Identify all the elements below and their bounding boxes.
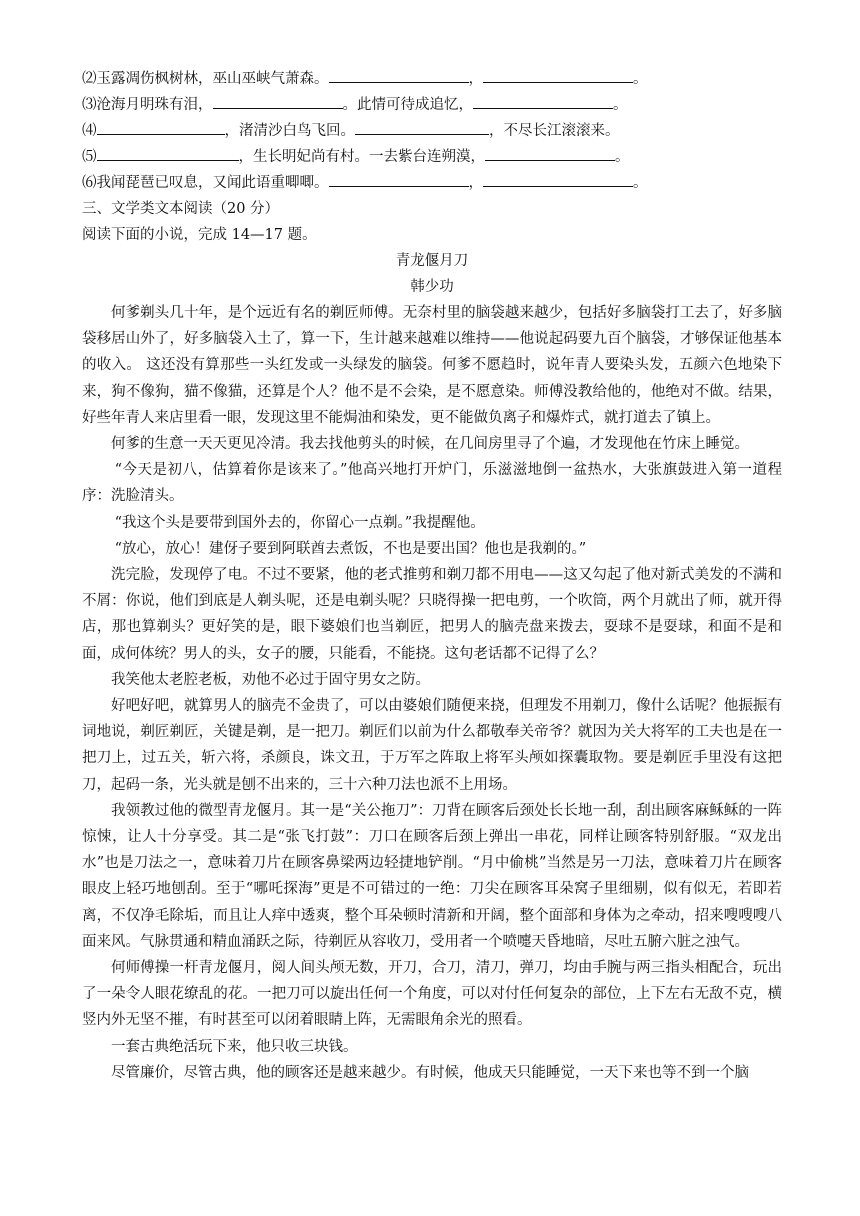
- story-paragraph: 尽管廉价，尽管古典，他的顾客还是越来越少。有时候，他成天只能睡觉，一天下来也等不到一个脑: [111, 1064, 749, 1081]
- verse-text: 玉露凋伤枫树林，巫山巫峡气萧森。: [96, 71, 329, 87]
- verse-text: 。此情可待成追忆，: [342, 97, 473, 113]
- answer-blank[interactable]: [485, 144, 615, 161]
- fill-blank-item-4: [82, 118, 782, 144]
- item-number: ⑶: [82, 97, 97, 113]
- story-paragraph: 何爹的生意一天天更见冷清。我去找他剪头的时候，在几间房里寻了个遍，才发现他在竹床上睡觉。: [111, 436, 749, 453]
- story-title: 青龙偃月刀: [395, 253, 469, 269]
- story-paragraph: 何师傅操一杆青龙偃月，阅人间头颅无数，开刀，合刀，清刀，弹刀，均由手腕与两三指头相配合，玩出了一朵令人眼花缭乱的花。一把刀可以旋出任何一个角度，可以对付任何复杂的部位，上下左右无敌不克，横竖内外无坚不摧，有时甚至可以闭着眼睛上阵，无需眼角余光的照看。: [82, 960, 782, 1029]
- section-heading: 三、文学类文本阅读（20 分）: [82, 201, 280, 217]
- answer-blank[interactable]: [483, 66, 633, 83]
- answer-blank[interactable]: [213, 92, 343, 109]
- section-instruction: 阅读下面的小说，完成 14—17 题。: [82, 227, 317, 243]
- answer-blank[interactable]: [473, 92, 613, 109]
- story-paragraph: 洗完脸，发现停了电。不过不要紧，他的老式推剪和剃刀都不用电——这又勾起了他对新式美发的不满和不屑：你说，他们到底是人剃头呢，还是电剃头呢？只晓得操一把电剪，一个吹筒，两个月就出了师，就开得店，那也算剃头？更好笑的是，眼下婆娘们也当剃匠，把男人的脑壳盘来拨去，耍球不是耍球，和面不是和面，成何体统？男人的头，女子的腰，只能看，不能挠。这句老话都不记得了么？: [82, 567, 782, 662]
- answer-blank[interactable]: [329, 170, 469, 187]
- fill-blank-item-2: [82, 66, 782, 92]
- story-paragraph: “我这个头是要带到国外去的，你留心一点剃。”我提醒他。: [114, 514, 485, 531]
- answer-blank[interactable]: [97, 118, 225, 135]
- answer-blank[interactable]: [329, 66, 469, 83]
- fill-blank-item-5: [82, 144, 782, 170]
- story-paragraph: “今天是初八，估算着你是该来了。”他高兴地打开炉门，乐滋滋地倒一盆热水，大张旗鼓进入第一道程序：洗脸清头。: [82, 462, 782, 505]
- verse-text: 。: [615, 149, 630, 165]
- answer-blank[interactable]: [483, 170, 633, 187]
- item-number: ⑵: [82, 71, 97, 87]
- story-paragraph: 何爹剃头几十年，是个远近有名的剃匠师傅。无奈村里的脑袋越来越少，包括好多脑袋打工去了，好多脑袋移居山外了，好多脑袋入土了，算一下，生计越来越难以维持——他说起码要九百个脑袋，才够保证他基本的收入。 这还没有算那些一头红发或一头绿发的脑袋。何爹不愿趋时，说年青人要染头发，五颜六色地染下来，狗不像狗，猫不像猫，还算是个人？他不是不会染，是不愿意染。师傅没教给他的，他绝对不做。结果，好些年青人来店里看一眼，发现这里不能焗油和染发，更不能做负离子和爆炸式，就打道去了镇上。: [82, 305, 782, 426]
- document-page: [0, 66, 860, 1086]
- verse-text: 沧海月明珠有泪，: [96, 97, 213, 113]
- story-author: 韩少功: [410, 279, 454, 295]
- story-paragraph: 我领教过他的微型青龙偃月。其一是“关公拖刀”：刀背在顾客后颈处长长地一刮，刮出顾客麻稣稣的一阵惊悚，让人十分享受。其二是“张飞打鼓”：刀口在顾客后颈上弹出一串花，同样让顾客特别舒服。“双龙出水”也是刀法之一，意味着刀片在顾客鼻梁两边轻捷地铲削。“月中偷桃”当然是另一刀法，意味着刀片在顾客眼皮上轻巧地刨刮。至于“哪吒探海”更是不可错过的一绝：刀尖在顾客耳朵窝子里细剔，似有似无，若即若离，不仅净毛除垢，而且让人痒中透爽，整个耳朵顿时清新和开阔，整个面部和身体为之牵动，招来嗖嗖嗖八面来风。气脉贯通和精血涌跃之际，待剃匠从容收刀，受用者一个喷嚏天昏地暗，尽吐五腑六脏之浊气。: [82, 802, 782, 950]
- story-paragraph: 一套古典绝活玩下来，他只收三块钱。: [111, 1038, 358, 1055]
- item-number: ⑸: [82, 149, 97, 165]
- item-number: ⑷: [82, 123, 97, 139]
- verse-text: 。: [613, 97, 628, 113]
- verse-text: 我闻琵琶已叹息，又闻此语重唧唧。: [96, 175, 329, 191]
- item-number: ⑹: [82, 175, 97, 191]
- answer-blank[interactable]: [97, 144, 239, 161]
- verse-text: ，: [468, 71, 483, 87]
- story-paragraph: “放心，放心！建伢子要到阿联酋去煮饭，不也是要出国？他也是我剃的。”: [114, 540, 587, 557]
- fill-blank-item-3: [82, 92, 782, 118]
- verse-text: ，生长明妃尚有村。一去紫台连朔漠，: [238, 149, 485, 165]
- verse-text: ，: [468, 175, 483, 191]
- verse-text: 。: [633, 71, 648, 87]
- answer-blank[interactable]: [355, 118, 489, 135]
- verse-text: 。: [633, 175, 648, 191]
- fill-blank-item-6: [82, 170, 782, 196]
- verse-text: ，渚清沙白鸟飞回。: [224, 123, 355, 139]
- verse-text: ，不尽长江滚滚来。: [489, 123, 620, 139]
- story-paragraph: 我笑他太老腔老板，劝他不必过于固守男女之防。: [111, 671, 430, 688]
- story-paragraph: 好吧好吧，就算男人的脑壳不金贵了，可以由婆娘们随便来挠，但理发不用剃刀，像什么话呢？他振振有词地说，剃匠剃匠，关键是剃，是一把刀。剃匠们以前为什么都敬奉关帝爷？就因为关大将军的工夫也是在一把刀上，过五关，斩六将，杀颜良，诛文丑，于万军之阵取上将军头颅如探囊取物。要是剃匠手里没有这把刀，起码一条，光头就是刨不出来的，三十六种刀法也派不上用场。: [82, 698, 782, 793]
